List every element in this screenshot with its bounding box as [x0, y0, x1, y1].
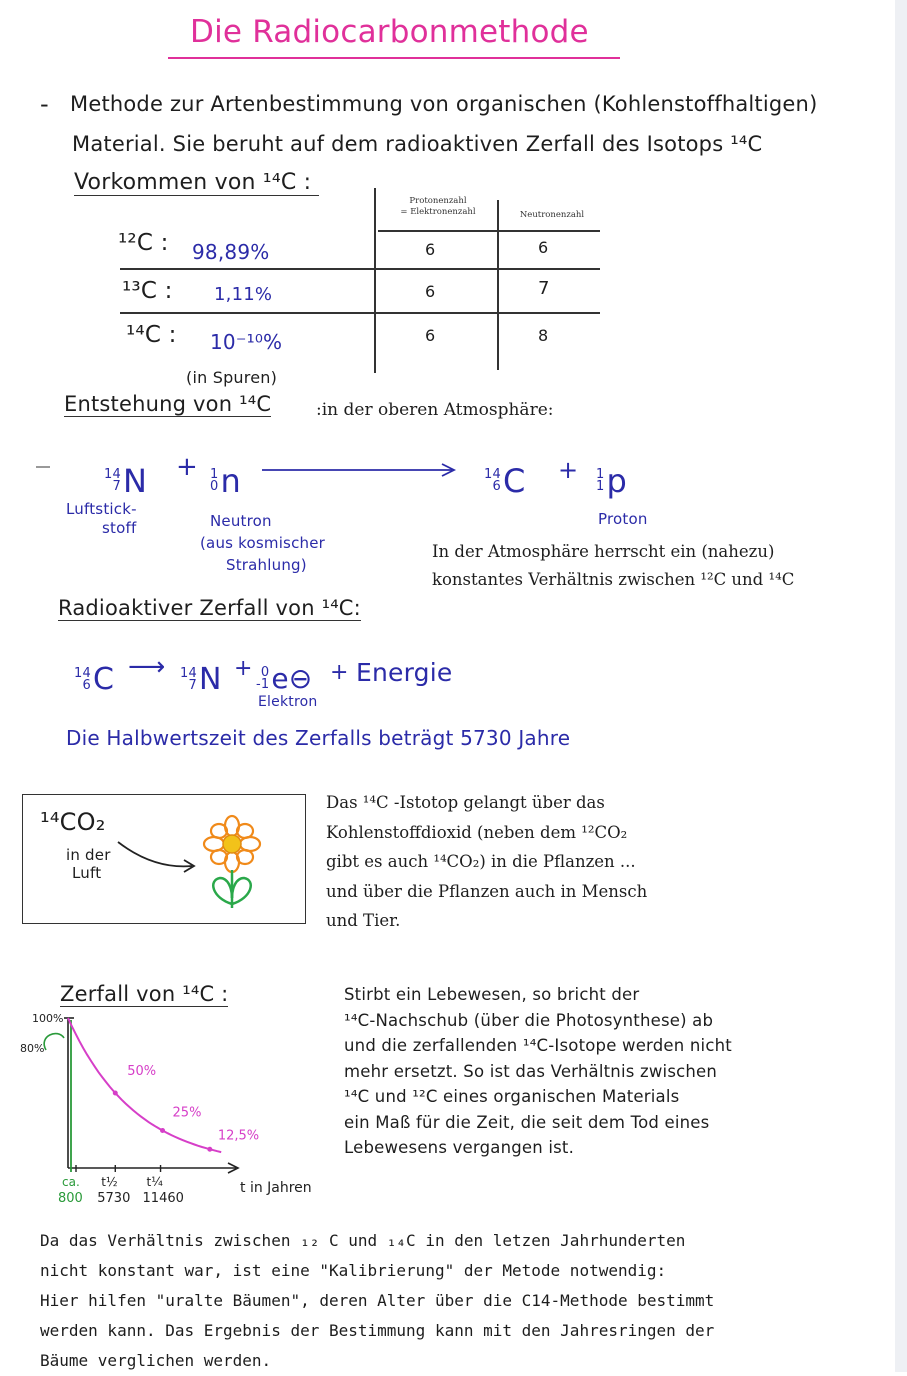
- reaction-plus-2: +: [558, 456, 579, 484]
- protons-c12: 6: [425, 240, 436, 259]
- reaction-proton: [596, 448, 627, 500]
- death-text-line: ¹⁴C und ¹²C eines organischen Materials: [344, 1087, 680, 1106]
- entstehung-dash: [36, 466, 50, 468]
- co2-label: ¹⁴CO₂: [40, 808, 106, 836]
- co2-text-line: Das ¹⁴C -Istotop gelangt über das: [326, 793, 605, 812]
- isotope-c13: ¹³C :: [122, 278, 173, 304]
- co2-text-line: und Tier.: [326, 911, 401, 930]
- closing-line: Hier hilfen "uralte Bäumen", deren Alter über die C14-Methode bestimmt: [40, 1291, 715, 1310]
- decay-carbon: [74, 650, 114, 697]
- intro-line-2: Material. Sie beruht auf dem radioaktiven Zerfall des Isotops ¹⁴C: [72, 132, 763, 156]
- col-header-protons: Protonenzahl = Elektronenzahl: [400, 196, 476, 218]
- trace-note: (in Spuren): [186, 368, 278, 387]
- point-label: 50%: [127, 1064, 157, 1079]
- death-text-line: Lebewesens vergangen ist.: [344, 1138, 575, 1157]
- label-neutron: Neutron (aus kosmischer Strahlung): [200, 512, 326, 574]
- decay-arrow: ⟶: [128, 652, 166, 682]
- c-symbol: C: [502, 461, 526, 500]
- isotope-c12: ¹²C :: [118, 230, 169, 256]
- x-tick-label-bottom: 5730: [97, 1191, 131, 1206]
- death-text-line: Stirbt ein Lebewesen, so bricht der: [344, 985, 640, 1004]
- reference-arc: [44, 1034, 64, 1050]
- col-header-neutrons: Neutronenzahl: [519, 210, 585, 220]
- table-vline-2: [497, 200, 499, 370]
- decay-n-z: 7: [188, 677, 197, 693]
- p-z: 1: [596, 478, 605, 494]
- intro-line-1: Methode zur Artenbestimmung von organischen (Kohlenstoffhaltigen): [70, 92, 818, 116]
- data-point: [113, 1091, 118, 1096]
- neutron-mass: 1: [210, 467, 219, 482]
- c-mass: 14: [484, 467, 501, 482]
- point-label: 12,5%: [217, 1128, 260, 1144]
- decay-plus-2: +: [330, 660, 349, 685]
- isotope-c14: ¹⁴C :: [126, 322, 177, 348]
- entstehung-heading: Entstehung von ¹⁴C: [64, 392, 272, 416]
- reaction-arrow: [262, 462, 462, 478]
- data-point: [160, 1128, 165, 1133]
- neutrons-c14: 8: [538, 326, 549, 345]
- decay-c-z: 6: [82, 677, 91, 693]
- entstehung-heading-suffix: :in der oberen Atmosphäre:: [316, 400, 554, 420]
- intro-dash: -: [40, 90, 49, 118]
- p-mass: 1: [596, 467, 605, 482]
- n-z: 7: [112, 478, 121, 494]
- decay-c-mass: 14: [74, 666, 91, 681]
- death-text-line: ¹⁴C-Nachschub (über die Photosynthese) ab: [344, 1010, 714, 1030]
- point-label: 25%: [172, 1105, 202, 1121]
- death-text-line: und die zerfallenden ¹⁴C-Isotope werden nicht: [344, 1036, 732, 1055]
- death-text: [344, 982, 732, 1161]
- share-c13: 1,11%: [214, 284, 273, 305]
- decay-c-symbol: C: [92, 662, 115, 698]
- share-c12: 98,89%: [192, 240, 270, 264]
- table-vline-1: [374, 188, 376, 373]
- reaction-neutron: [210, 448, 241, 500]
- death-text-line: mehr ersetzt. So ist das Verhältnis zwischen: [344, 1061, 718, 1081]
- decay-n-mass: 14: [180, 666, 197, 681]
- table-hline-2: [120, 312, 600, 314]
- x-tick-label-bottom: 11460: [142, 1191, 184, 1206]
- share-c14: 10⁻¹⁰%: [210, 330, 283, 354]
- co2-arrow: [114, 836, 204, 876]
- decay-n-symbol: N: [198, 662, 222, 698]
- atmosphere-note: In der Atmosphäre herrscht ein (nahezu) konstantes Verhältnis zwischen ¹²C und ¹⁴C: [432, 542, 795, 589]
- x-tick-label-top: t¼: [146, 1175, 163, 1189]
- closing-line: Da das Verhältnis zwischen ₁₂ C und ₁₄C in den letzen Jahrhunderten: [40, 1231, 686, 1250]
- data-point: [207, 1147, 212, 1152]
- reaction-plus-1: +: [176, 452, 198, 482]
- co2-text-line: Kohlenstoffdioxid (neben dem ¹²CO₂: [326, 822, 628, 842]
- protons-c13: 6: [425, 282, 436, 301]
- table-hline-1: [120, 268, 600, 270]
- closing-paragraph: [40, 1226, 714, 1376]
- reaction-carbon14: [484, 448, 526, 500]
- vorkommen-heading: Vorkommen von ¹⁴C :: [74, 170, 319, 196]
- decay-nitrogen: [180, 650, 222, 697]
- x-axis-label: t in Jahren: [240, 1180, 312, 1196]
- x-tick-label-bottom: 800: [58, 1191, 83, 1206]
- decay-e-z: -1: [256, 676, 270, 692]
- y-tick-label: 80%: [20, 1042, 45, 1055]
- decay-plus-1: +: [234, 656, 253, 681]
- decay-e-mass: 0: [260, 665, 270, 680]
- decay-curve: [68, 1018, 221, 1152]
- co2-text-line: gibt es auch ¹⁴CO₂) in die Pflanzen ...: [326, 852, 636, 871]
- co2-text-line: und über die Pflanzen auch in Mensch: [326, 881, 648, 901]
- decay-chart: [10, 1008, 340, 1223]
- reaction-nitrogen: [104, 448, 147, 500]
- decay-e-symbol: e⊖: [271, 662, 313, 696]
- neutron-z: 0: [210, 478, 219, 494]
- x-tick-label-top: t½: [101, 1175, 118, 1189]
- protons-c14: 6: [425, 326, 436, 345]
- neutron-symbol: n: [220, 461, 241, 500]
- closing-line: werden kann. Das Ergebnis der Bestimmung kann mit den Jahresringen der: [40, 1321, 715, 1340]
- co2-text: [326, 788, 647, 936]
- label-nitrogen: Luftstick- stoff: [66, 500, 137, 537]
- death-text-line: ein Maß für die Zeit, die seit dem Tod eines: [344, 1112, 710, 1132]
- page-title: Die Radiocarbonmethode: [190, 14, 589, 50]
- p-symbol: p: [606, 461, 627, 500]
- decay-energy: Energie: [356, 658, 453, 687]
- y-tick-label: 100%: [32, 1012, 64, 1025]
- neutrons-c13: 7: [538, 278, 550, 299]
- flower-icon: [198, 812, 268, 912]
- neutrons-c12: 6: [538, 238, 549, 257]
- decay-electron-label: Elektron: [258, 694, 318, 710]
- n-symbol: N: [122, 461, 148, 500]
- closing-line: nicht konstant war, ist eine "Kalibrierung" der Metode notwendig:: [40, 1261, 667, 1280]
- c-z: 6: [492, 478, 501, 494]
- chart-heading: Zerfall von ¹⁴C :: [60, 982, 229, 1006]
- page-edge-strip: [895, 0, 907, 1372]
- decay-electron: [256, 650, 312, 695]
- halflife-statement: Die Halbwertszeit des Zerfalls beträgt 5730 Jahre: [66, 726, 571, 750]
- co2-sub-label: in der Luft: [66, 846, 111, 882]
- closing-line: Bäume verglichen werden.: [40, 1351, 272, 1370]
- zerfall-heading: Radioaktiver Zerfall von ¹⁴C:: [58, 596, 361, 620]
- table-hline-header: [378, 230, 600, 232]
- title-underline: [168, 57, 620, 59]
- n-mass: 14: [104, 467, 121, 482]
- label-proton: Proton: [598, 510, 648, 528]
- x-tick-label-top: ca.: [62, 1175, 80, 1189]
